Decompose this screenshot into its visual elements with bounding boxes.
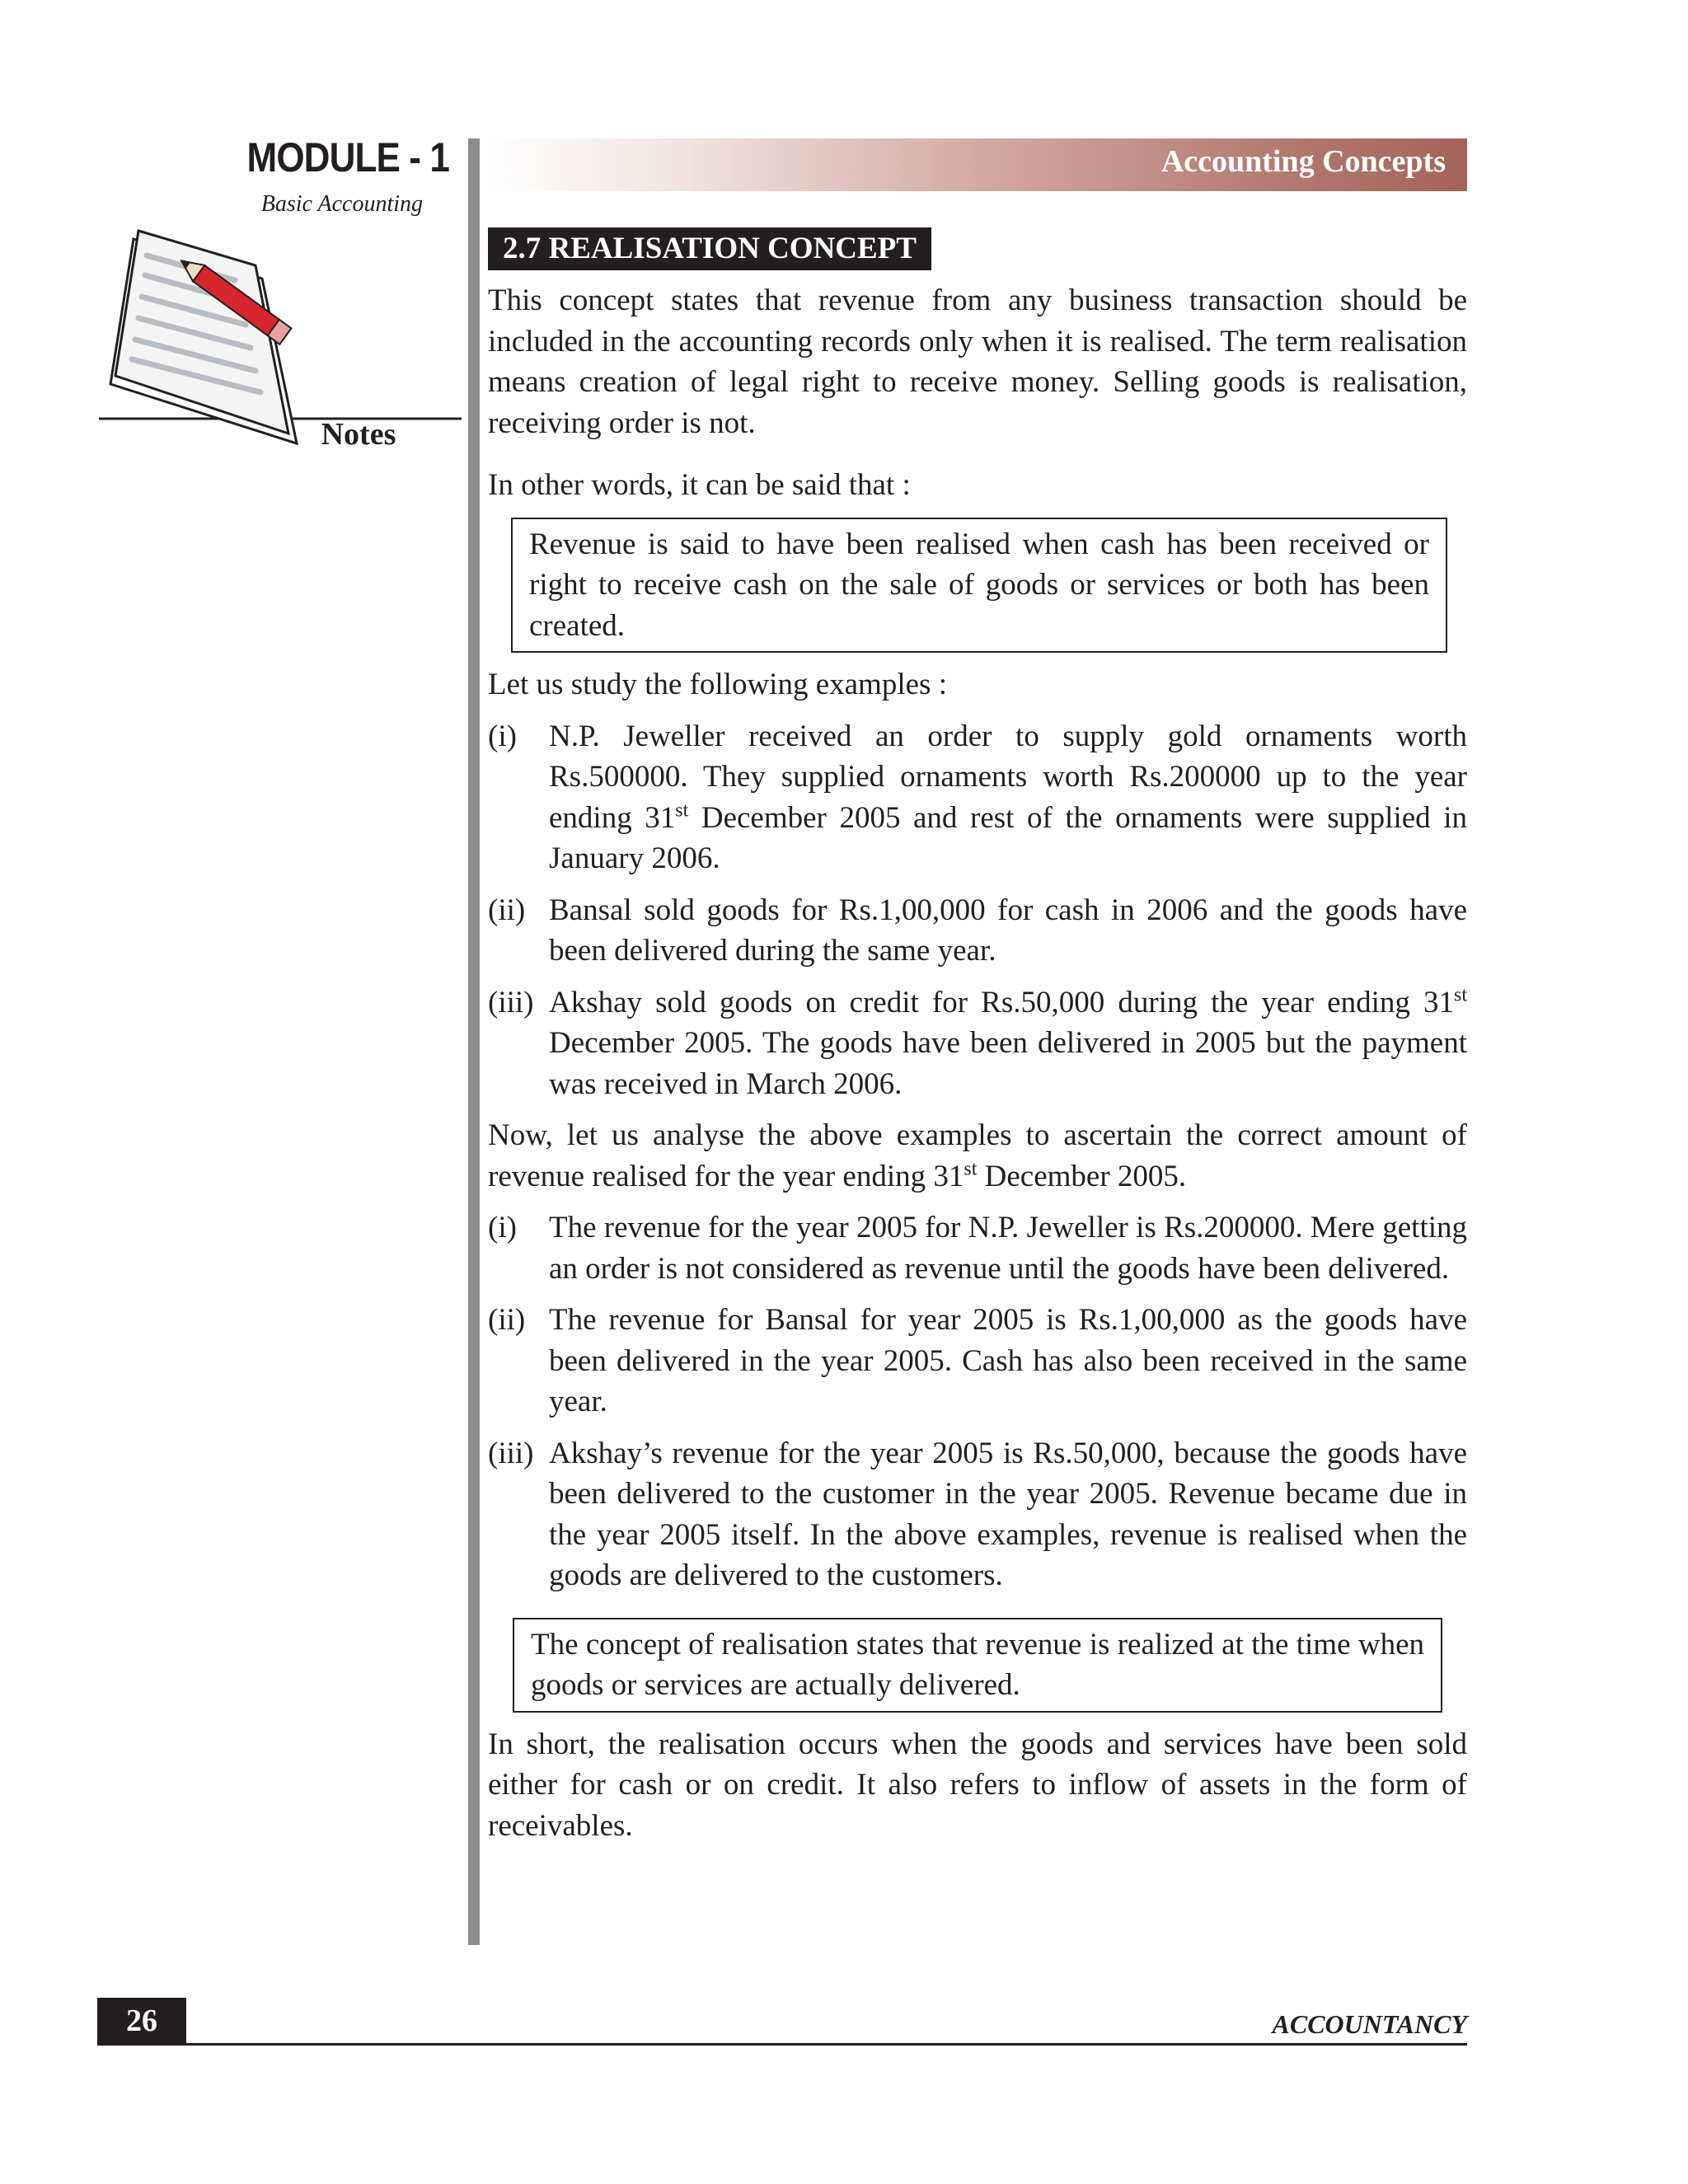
list-text: Akshay’s revenue for the year 2005 is Rs.50,000, because the goods have been delivered to the customer in the year 2005. Revenue became due in the year 2005 itself. In the above examples, revenue is realised when the goods are delivered to the customers. xyxy=(549,1436,1467,1592)
list-marker: (i) xyxy=(488,719,517,753)
list-marker: (iii) xyxy=(488,1436,534,1470)
list-item xyxy=(488,890,1467,972)
page-number: 26 xyxy=(97,1998,186,2044)
list-text: The revenue for the year 2005 for N.P. Jeweller is Rs.200000. Mere getting an order is not considered as revenue until the goods have been delivered. xyxy=(549,1211,1467,1286)
summary-text: The concept of realisation states that revenue is realized at the time when goods or services are actually delivered. xyxy=(531,1627,1424,1702)
definition-box xyxy=(511,518,1447,654)
examples-lead: Let us study the following examples : xyxy=(488,668,947,701)
analysis-lead: Now, let us analyse the above examples to ascertain the correct amount of revenue realised for the year ending 31st December 2005. xyxy=(488,1118,1467,1193)
section-title: 2.7 REALISATION CONCEPT xyxy=(488,227,931,270)
list-text: Akshay sold goods on credit for Rs.50,000 during the year ending 31st December 2005. The goods have been delivered in 2005 but the payment was received in March 2006. xyxy=(549,984,1467,1101)
list-item xyxy=(488,1207,1467,1289)
list-item xyxy=(488,716,1467,879)
analysis-list xyxy=(488,1207,1467,1596)
chapter-title: Accounting Concepts xyxy=(1160,144,1446,179)
list-item xyxy=(488,982,1467,1105)
list-marker: (ii) xyxy=(488,893,526,927)
intro-paragraph: This concept states that revenue from any business transaction should be included in the accounting records only when it is realised. The term realisation means creation of legal right to receive money. Selling goods is realisation, receiving order is not. xyxy=(488,284,1467,440)
list-text: Bansal sold goods for Rs.1,00,000 for cash in 2006 and the goods have been delivered during the same year. xyxy=(549,893,1467,968)
in-other-words: In other words, it can be said that : xyxy=(488,468,911,502)
list-marker: (i) xyxy=(488,1211,517,1244)
main-content xyxy=(488,280,1467,1846)
definition-text: Revenue is said to have been realised when cash has been received or right to receive cash on the sale of goods or services or both has been created. xyxy=(529,527,1429,643)
summary-box xyxy=(513,1618,1442,1713)
list-item xyxy=(488,1433,1467,1596)
list-text: N.P. Jeweller received an order to supply gold ornaments worth Rs.500000. They supplied ornaments worth Rs.200000 up to the year ending 31st December 2005 and rest of the ornaments were supplied in January 2006. xyxy=(549,719,1468,875)
notes-label: Notes xyxy=(321,417,396,452)
list-text: The revenue for Bansal for year 2005 is Rs.1,00,000 as the goods have been delivered in the year 2005. Cash has also been received in the same year. xyxy=(549,1303,1467,1418)
margin-divider xyxy=(468,138,480,1945)
list-marker: (ii) xyxy=(488,1303,526,1337)
module-title: MODULE - 1 xyxy=(246,134,449,180)
examples-list xyxy=(488,716,1467,1105)
chapter-header xyxy=(490,138,1467,191)
module-subtitle: Basic Accounting xyxy=(260,191,423,217)
list-item xyxy=(488,1300,1467,1422)
conclusion-paragraph: In short, the realisation occurs when the goods and services have been sold either for cash or on credit. It also refers to inflow of assets in the form of receivables. xyxy=(488,1727,1467,1843)
list-marker: (iii) xyxy=(488,985,534,1019)
footer-rule xyxy=(97,2043,1467,2046)
book-title: ACCOUNTANCY xyxy=(1272,2009,1467,2039)
